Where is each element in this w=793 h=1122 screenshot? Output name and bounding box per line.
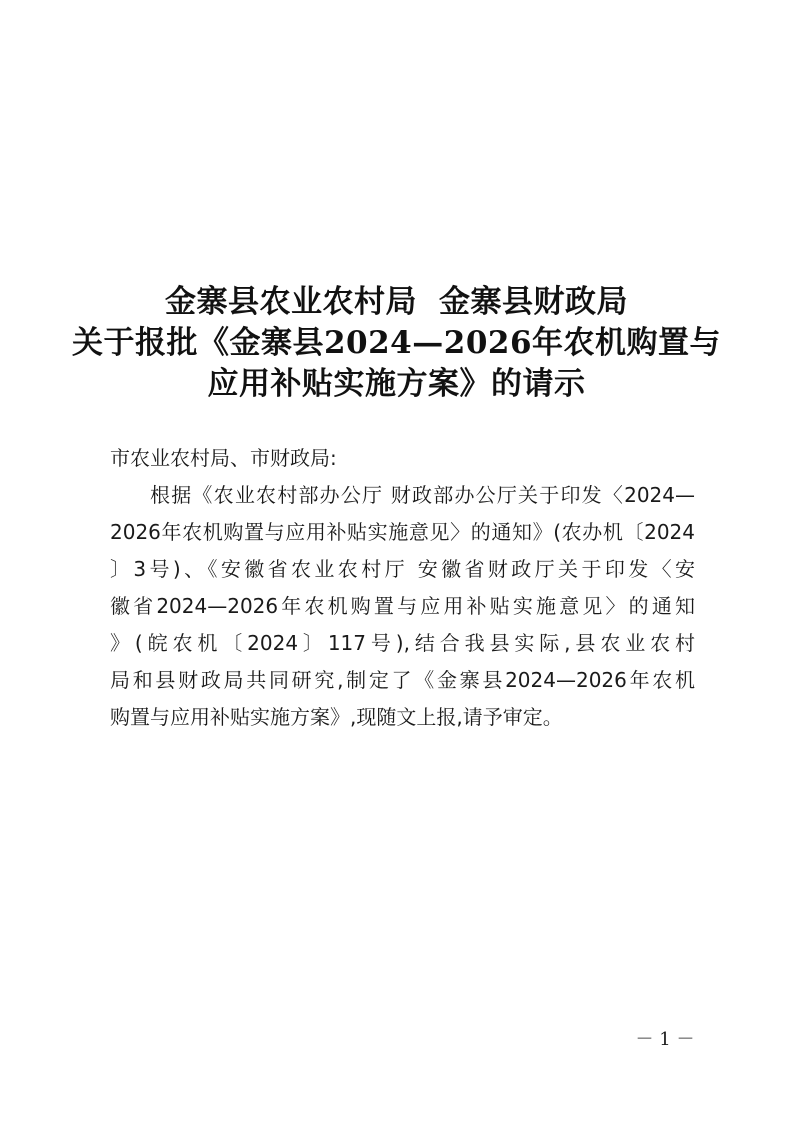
document-body <box>110 440 695 736</box>
body-line-7: 购置与应用补贴实施方案》,现随文上报,请予审定。 <box>110 705 563 729</box>
body-line-6: 局和县财政局共同研究,制定了《金寨县2024—2026年农机 <box>110 668 695 692</box>
body-line-3: 〕3号)、《安徽省农业农村厅 安徽省财政厅关于印发〈安 <box>110 557 695 581</box>
title-issuer-agriculture: 金寨县农业农村局 <box>165 284 417 320</box>
title-line-1 <box>0 282 793 323</box>
body-line-4: 徽省2024—2026年农机购置与应用补贴实施意见〉的通知 <box>110 594 695 618</box>
document-title <box>0 282 793 405</box>
title-issuer-finance: 金寨县财政局 <box>439 284 628 320</box>
body-line-1: 根据《农业农村部办公厅 财政部办公厅关于印发〈2024— <box>150 483 695 507</box>
body-line-2: 2026年农机购置与应用补贴实施意见〉的通知》(农办机〔2024 <box>110 520 695 544</box>
title-line-2: 关于报批《金寨县2024—2026年农机购置与 <box>71 325 722 361</box>
body-line-5: 》(皖农机〔2024〕117号),结合我县实际,县农业农村 <box>110 631 695 655</box>
title-line-3: 应用补贴实施方案》的请示 <box>207 366 586 402</box>
addressee: 市农业农村局、市财政局: <box>110 446 337 470</box>
page-number: － 1 － <box>635 1029 695 1050</box>
